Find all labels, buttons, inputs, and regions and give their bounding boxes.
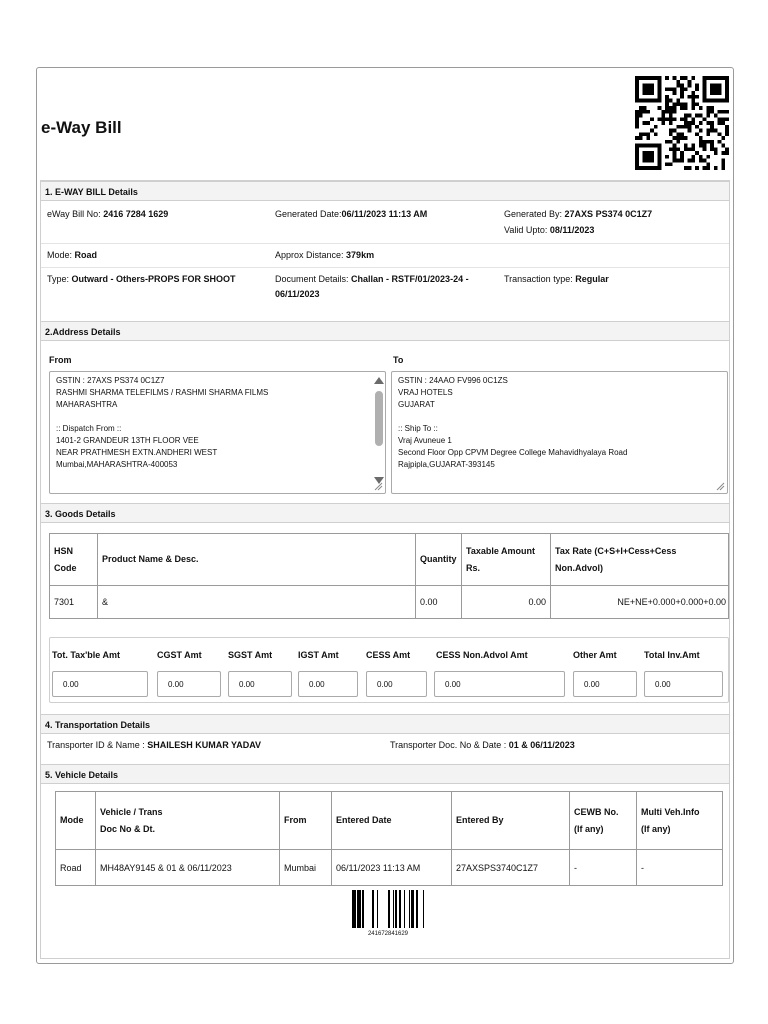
from-label: From <box>49 355 72 365</box>
col-tax-rate: Tax Rate (C+S+I+Cess+Cess Non.Advol) <box>551 534 729 586</box>
address-line: RASHMI SHARMA TELEFILMS / RASHMI SHARMA FILMS <box>56 388 269 397</box>
total-invoice-field[interactable]: 0.00 <box>644 671 723 697</box>
cess-field[interactable]: 0.00 <box>366 671 427 697</box>
goods-header-row <box>50 534 729 586</box>
igst-field[interactable]: 0.00 <box>298 671 358 697</box>
ewb-document-details: Document Details: Challan - RSTF/01/2023-24 - 06/11/2023 <box>275 274 469 299</box>
col-cewb: CEWB No. (If any) <box>570 792 637 850</box>
ewb-row-2 <box>41 244 729 268</box>
cell-quantity: 0.00 <box>416 586 462 619</box>
to-address-textarea[interactable] <box>391 371 728 494</box>
col-mode: Mode <box>56 792 96 850</box>
ewb-transaction-type: Transaction type: Regular <box>504 274 609 284</box>
ewb-generated-by: Generated By: 27AXS PS374 0C1Z7 <box>504 209 653 219</box>
cell-multi-veh: - <box>637 850 723 886</box>
qr-code <box>635 76 729 170</box>
address-line: Mumbai,MAHARASHTRA-400053 <box>56 460 178 469</box>
address-line: GSTIN : 27AXS PS374 0C1Z7 <box>56 376 165 385</box>
resize-handle-icon[interactable] <box>715 481 725 491</box>
bill-body <box>40 180 730 959</box>
amount-summary-panel <box>49 637 729 703</box>
address-line: GUJARAT <box>398 400 435 409</box>
address-line: 1401-2 GRANDEUR 13TH FLOOR VEE <box>56 436 199 445</box>
col-vehicle-doc: Vehicle / Trans Doc No & Dt. <box>96 792 280 850</box>
label-cess-non-advol: CESS Non.Advol Amt <box>436 650 528 660</box>
section-ewb-header: 1. E-WAY BILL Details <box>41 181 729 201</box>
label-total-invoice: Total Inv.Amt <box>644 650 700 660</box>
label-sgst: SGST Amt <box>228 650 273 660</box>
col-multi-veh: Multi Veh.Info (If any) <box>637 792 723 850</box>
col-entered-by: Entered By <box>452 792 570 850</box>
address-line: NEAR PRATHMESH EXTN.ANDHERI WEST <box>56 448 218 457</box>
label-cess: CESS Amt <box>366 650 411 660</box>
barcode <box>352 890 424 937</box>
ewb-mode: Mode: Road <box>47 250 98 260</box>
cess-non-advol-field[interactable]: 0.00 <box>434 671 565 697</box>
cell-entered-date: 06/11/2023 11:13 AM <box>332 850 452 886</box>
ewb-bill-no: eWay Bill No: 2416 7284 1629 <box>47 209 169 219</box>
to-label: To <box>393 355 404 365</box>
section-transport-header: 4. Transportation Details <box>41 714 729 734</box>
col-taxable-amount: Taxable Amount Rs. <box>462 534 551 586</box>
cell-taxable-amount: 0.00 <box>462 586 551 619</box>
transporter-doc: Transporter Doc. No & Date : 01 & 06/11/2023 <box>390 740 575 750</box>
eway-bill-document <box>36 67 734 964</box>
address-line: VRAJ HOTELS <box>398 388 453 397</box>
label-cgst: CGST Amt <box>157 650 202 660</box>
label-igst: IGST Amt <box>298 650 339 660</box>
ewb-valid-upto: Valid Upto: 08/11/2023 <box>504 225 595 235</box>
cell-product: & <box>98 586 416 619</box>
cell-cewb: - <box>570 850 637 886</box>
scrollbar[interactable] <box>373 375 385 489</box>
col-quantity: Quantity <box>416 534 462 586</box>
section-address-header: 2.Address Details <box>41 321 729 341</box>
resize-handle-icon[interactable] <box>373 481 383 491</box>
ewb-generated-date: Generated Date:06/11/2023 11:13 AM <box>275 209 428 219</box>
label-total-taxable: Tot. Tax'ble Amt <box>52 650 120 660</box>
from-address-textarea[interactable] <box>49 371 386 494</box>
table-row <box>56 850 723 886</box>
cell-from: Mumbai <box>280 850 332 886</box>
cgst-field[interactable]: 0.00 <box>157 671 221 697</box>
vehicle-table <box>55 791 723 886</box>
section-goods-header: 3. Goods Details <box>41 503 729 523</box>
section-vehicle-header: 5. Vehicle Details <box>41 764 729 784</box>
cell-vehicle-doc: MH48AY9145 & 01 & 06/11/2023 <box>96 850 280 886</box>
address-line: GSTIN : 24AAO FV996 0C1ZS <box>398 376 508 385</box>
ewb-row-3 <box>41 268 729 310</box>
col-entered-date: Entered Date <box>332 792 452 850</box>
sgst-field[interactable]: 0.00 <box>228 671 292 697</box>
cell-tax-rate: NE+NE+0.000+0.000+0.00 <box>551 586 729 619</box>
address-line: MAHARASHTRA <box>56 400 118 409</box>
col-from: From <box>280 792 332 850</box>
col-hsn: HSN Code <box>50 534 98 586</box>
address-line: :: Ship To :: <box>398 424 438 433</box>
transporter-id: Transporter ID & Name : SHAILESH KUMAR YADAV <box>47 740 262 750</box>
total-taxable-field[interactable]: 0.00 <box>52 671 148 697</box>
page-title: e-Way Bill <box>41 118 122 137</box>
address-line <box>398 411 721 423</box>
ewb-type: Type: Outward - Others-PROPS FOR SHOOT <box>47 274 236 284</box>
transport-row <box>41 734 729 758</box>
cell-hsn: 7301 <box>50 586 98 619</box>
scroll-thumb <box>375 391 383 446</box>
table-row <box>50 586 729 619</box>
ewb-row-1 <box>41 201 729 244</box>
col-product: Product Name & Desc. <box>98 534 416 586</box>
address-line <box>56 411 379 423</box>
address-line: :: Dispatch From :: <box>56 424 122 433</box>
ewb-distance: Approx Distance: 379km <box>275 250 375 260</box>
goods-table <box>49 533 729 619</box>
address-line: Rajpipla,GUJARAT-393145 <box>398 460 495 469</box>
other-amount-field[interactable]: 0.00 <box>573 671 637 697</box>
address-line: Second Floor Opp CPVM Degree College Mahavidhyalaya Road <box>398 448 628 457</box>
scroll-up-arrow-icon <box>374 377 384 384</box>
label-other: Other Amt <box>573 650 617 660</box>
cell-entered-by: 27AXSPS3740C1Z7 <box>452 850 570 886</box>
address-line: Vraj Avuneue 1 <box>398 436 452 445</box>
barcode-number: 241672841629 <box>367 931 409 937</box>
cell-mode: Road <box>56 850 96 886</box>
vehicle-header-row <box>56 792 723 850</box>
